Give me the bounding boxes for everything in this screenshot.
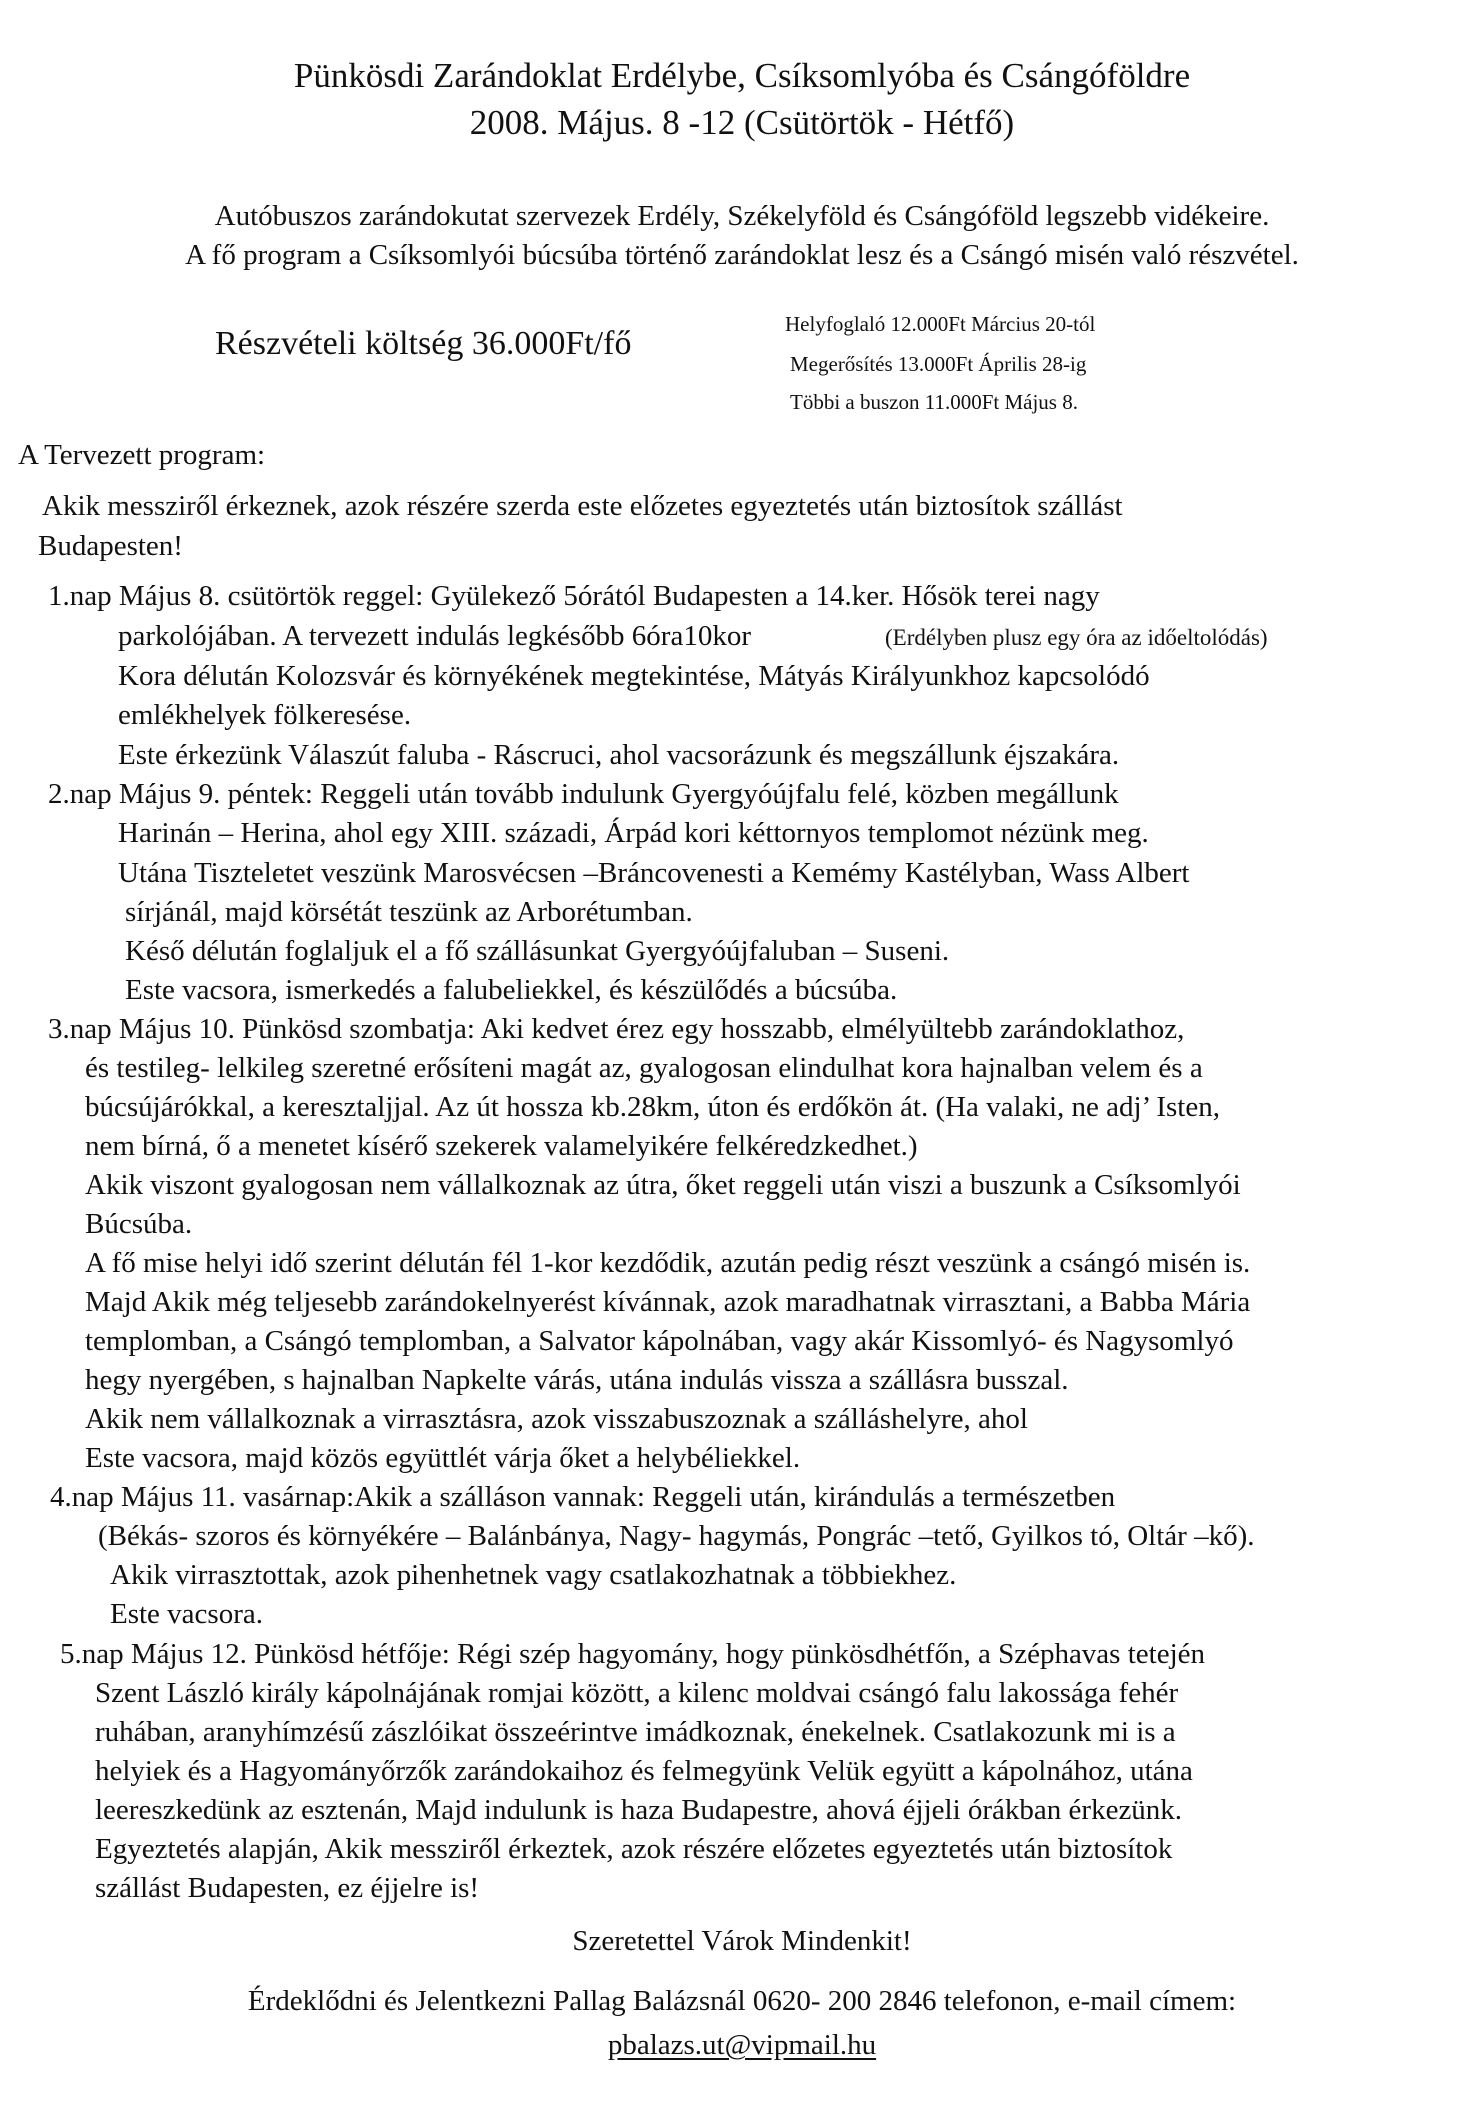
day1-line-4: emlékhelyek fölkeresése. <box>118 699 412 731</box>
day3-line-12: Este vacsora, majd közös együttlét várja őket a helybéliekkel. <box>85 1442 801 1474</box>
day4-line-4: Este vacsora. <box>110 1598 263 1630</box>
installment-2: Megerősítés 13.000Ft Április 28-ig <box>790 352 1087 376</box>
day3-line-9: templomban, a Csángó templomban, a Salvator kápolnában, vagy akár Kissomlyó- és Nagysomlyó <box>85 1325 1234 1357</box>
day3-line-3: búcsújárókkal, a keresztaljjal. Az út hossza kb.28km, úton és erdőkön át. (Ha valaki, ne adj’ Isten, <box>85 1091 1220 1123</box>
installment-3: Többi a buszon 11.000Ft Május 8. <box>790 390 1078 414</box>
day5-line-1: 5.nap Május 12. Pünkösd hétfője: Régi szép hagyomány, hogy pünkösdhétfőn, a Széphavas tetején <box>60 1638 1206 1670</box>
day5-line-5: leereszkedünk az esztenán, Majd indulunk is haza Budapestre, ahová éjjeli órákban érkezünk. <box>95 1794 1183 1826</box>
lodging-note-line-1: Akik messziről érkeznek, azok részére szerda este előzetes egyeztetés után biztosítok szállást <box>42 490 1123 522</box>
day3-line-7: A fő mise helyi idő szerint délután fél 1-kor kezdődik, azután pedig részt veszünk a csángó misén is. <box>85 1247 1251 1279</box>
installment-1: Helyfoglaló 12.000Ft Március 20-tól <box>785 312 1096 336</box>
contact-email-wrapper <box>0 2027 1484 2063</box>
day2-line-2: Harinán – Herina, ahol egy XIII. századi, Árpád kori kéttornyos templomot nézünk meg. <box>118 817 1149 849</box>
contact-email-link[interactable]: pbalazs.ut@vipmail.hu <box>607 2029 877 2061</box>
day1-line-5: Este érkezünk Válaszút faluba - Ráscruci, ahol vacsorázunk és megszállunk éjszakára. <box>118 739 1120 771</box>
intro-line-1: Autóbuszos zarándokutat szervezek Erdély, Székelyföld és Csángóföld legszebb vidékeire. <box>214 200 1270 232</box>
day3-line-4: nem bírná, ő a menetet kísérő szekerek valamelyikére felkéredzkedhet.) <box>85 1130 918 1162</box>
day5-line-6: Egyeztetés alapján, Akik messziről érkeztek, azok részére előzetes egyeztetés után biztosítok <box>95 1833 1173 1865</box>
lodging-note-line-2: Budapesten! <box>38 530 183 562</box>
title-line-2: 2008. Május. 8 -12 (Csütörtök - Hétfő) <box>469 103 1015 142</box>
closing-greeting: Szeretettel Várok Mindenkit! <box>572 1925 912 1957</box>
day2-line-6: Este vacsora, ismerkedés a falubeliekkel, és készülődés a búcsúba. <box>125 974 898 1006</box>
day4-line-1: 4.nap Május 11. vasárnap:Akik a szálláson vannak: Reggeli után, kirándulás a természetben <box>50 1481 1116 1513</box>
day5-line-7: szállást Budapesten, ez éjjelre is! <box>95 1872 480 1904</box>
day3-line-2: és testileg- lelkileg szeretné erősíteni magát az, gyalogosan elindulhat kora hajnalban velem és a <box>85 1052 1203 1084</box>
day3-line-5: Akik viszont gyalogosan nem vállalkoznak az útra, őket reggeli után viszi a buszunk a Csíksomlyói <box>85 1169 1241 1201</box>
title-line-1: Pünkösdi Zarándoklat Erdélybe, Csíksomlyóba és Csángóföldre <box>293 56 1191 95</box>
day4-line-3: Akik virrasztottak, azok pihenhetnek vagy csatlakozhatnak a többiekhez. <box>110 1559 957 1591</box>
day5-line-4: helyiek és a Hagyományőrzők zarándokaihoz és felmegyünk Velük együtt a kápolnához, utána <box>95 1755 1193 1787</box>
day3-line-6: Búcsúba. <box>85 1208 193 1240</box>
day3-line-10: hegy nyergében, s hajnalban Napkelte várás, utána indulás vissza a szállásra busszal. <box>85 1364 1069 1396</box>
program-heading: A Tervezett program: <box>18 439 266 471</box>
day2-line-4: sírjánál, majd körsétát teszünk az Arborétumban. <box>125 896 693 928</box>
contact-line: Érdeklődni és Jelentkezni Pallag Balázsnál 0620- 200 2846 telefonon, e-mail címem: <box>247 1985 1237 2017</box>
day2-line-3: Utána Tiszteletet veszünk Marosvécsen –Bráncovenesti a Kemémy Kastélyban, Wass Albert <box>118 857 1190 889</box>
day1-line-2: parkolójában. A tervezett indulás legkésőbb 6óra10kor <box>118 620 751 652</box>
day1-line-3: Kora délután Kolozsvár és környékének megtekintése, Mátyás Királyunkhoz kapcsolódó <box>118 660 1150 692</box>
day1-timezone-note: (Erdélyben plusz egy óra az időeltolódás) <box>885 625 1268 650</box>
day2-line-1: 2.nap Május 9. péntek: Reggeli után tovább indulunk Gyergyóújfalu felé, közben megállunk <box>48 778 1119 810</box>
intro-line-2: A fő program a Csíksomlyói búcsúba történő zarándoklat lesz és a Csángó misén való részvétel. <box>185 239 1299 271</box>
day4-line-2: (Békás- szoros és környékére – Balánbánya, Nagy- hagymás, Pongrác –tető, Gyilkos tó, Oltár –kő). <box>98 1520 1255 1552</box>
day5-line-2: Szent László király kápolnájának romjai között, a kilenc moldvai csángó falu lakossága fehér <box>95 1677 1179 1709</box>
day2-line-5: Késő délután foglaljuk el a fő szállásunkat Gyergyóújfaluban – Suseni. <box>125 935 950 967</box>
day1-line-1: 1.nap Május 8. csütörtök reggel: Gyülekező 5órától Budapesten a 14.ker. Hősök terei nagy <box>48 580 1100 612</box>
day3-line-11: Akik nem vállalkoznak a virrasztásra, azok visszabuszoznak a szálláshelyre, ahol <box>85 1403 1028 1435</box>
cost-label: Részvételi költség 36.000Ft/fő <box>215 325 632 362</box>
day5-line-3: ruhában, aranyhímzésű zászlóikat összeérintve imádkoznak, énekelnek. Csatlakozunk mi is a <box>95 1716 1176 1748</box>
day3-line-1: 3.nap Május 10. Pünkösd szombatja: Aki kedvet érez egy hosszabb, elmélyültebb zarándoklathoz, <box>48 1013 1185 1045</box>
day3-line-8: Majd Akik még teljesebb zarándokelnyerést kívánnak, azok maradhatnak virrasztani, a Babba Mária <box>85 1286 1251 1318</box>
